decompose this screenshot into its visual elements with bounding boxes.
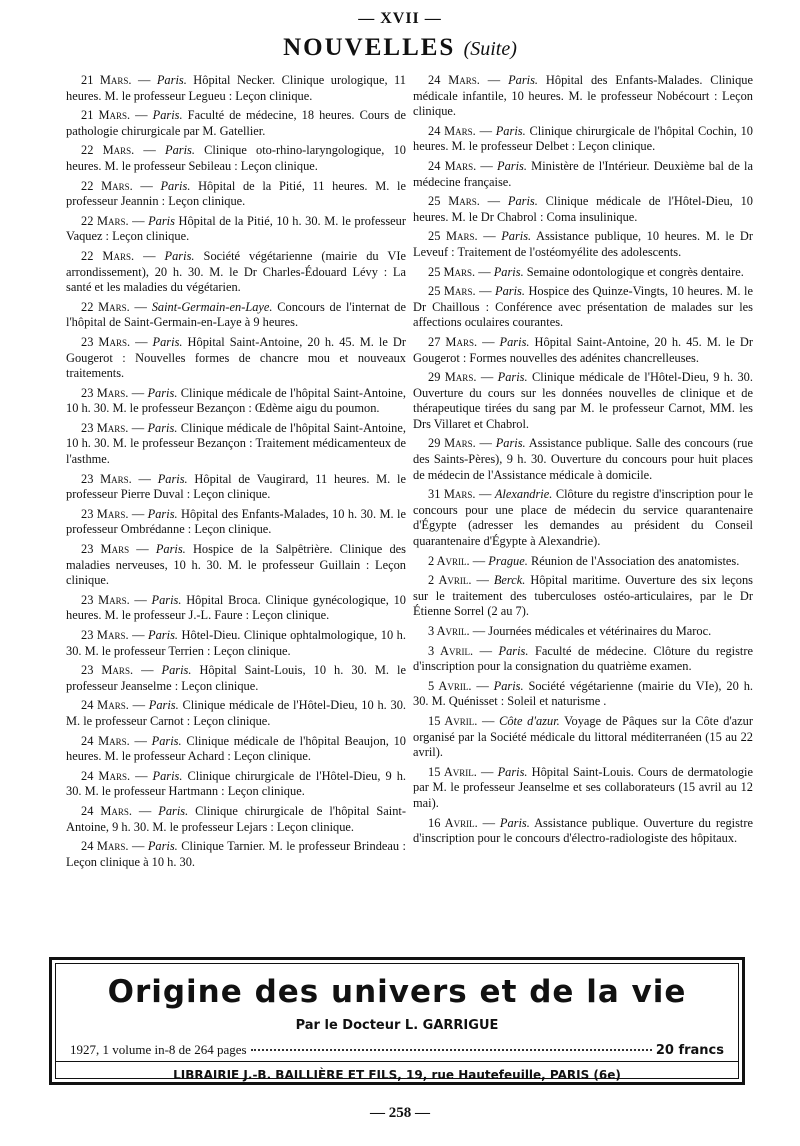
news-entry: 25 Mars. — Paris. Assistance publique, 10 heures. M. le Dr Leveuf : Traitement de l'ostéomyélite des adolescents. — [413, 229, 753, 259]
entry-text: Clinique chirurgicale de l'Hôtel-Dieu, 9 h. 30. M. le professeur Hartmann : Leçon clinique. — [66, 768, 406, 799]
entry-city: Paris. — [156, 73, 187, 87]
entry-date: 22 Mars. — [81, 213, 129, 228]
entry-date: 21 Mars. — [81, 108, 131, 123]
news-entry: 15 Avril. — Côte d'azur. Voyage de Pâques sur la Côte d'azur organisé par la Société médicale du littoral méditerranéen (15 au 22 avril). — [413, 713, 753, 760]
entry-text: Hôpital Broca. Clinique gynécologique, 10 heures. M. le professeur J.-L. Faure : Leçon clinique. — [66, 592, 406, 623]
entry-text: Clinique médicale de l'Hôtel-Dieu, 10 heures. M. le Dr Chabrol : Coma insulinique. — [413, 194, 753, 224]
ad-publisher: LIBRAIRIE J.-B. BAILLIÈRE ET FILS, 19, rue Hautefeuille, PARIS (6e) — [173, 1068, 621, 1082]
news-entry: 31 Mars. — Alexandrie. Clôture du registre d'inscription pour le concours pour une place de médecin du service quarantenaire d'Égypte (adresser les demandes au président du Conseil quarantenaire d'Égypte à Alexandrie). — [413, 487, 753, 549]
news-entry: 23 Mars — Paris. Hospice de la Salpêtrière. Clinique des maladies nerveuses, 10 h. 30. M. le professeur Guillain : Leçon clinique. — [66, 542, 406, 588]
entry-city: Paris. — [147, 506, 178, 521]
entry-date: 22 Mars. — [81, 299, 130, 314]
entry-text: Hôpital de la Pitié, 10 h. 30. M. le professeur Vaquez : Leçon clinique. — [66, 213, 406, 244]
news-entry: 24 Mars. — Paris. Clinique chirurgicale de l'Hôtel-Dieu, 9 h. 30. M. le professeur Hartmann : Leçon clinique. — [66, 768, 406, 799]
news-entry: 23 Mars. — Paris. Hôpital des Enfants-Malades, 10 h. 30. M. le professeur Ombrédanne : Leçon clinique. — [66, 506, 406, 537]
entry-text: Clinique médicale de l'hôpital Saint-Antoine, 10 h. 30. M. le professeur Bezançon : Traitement médicamenteux de l'asthme. — [66, 420, 406, 467]
entry-date: 29 Mars. — [428, 436, 476, 451]
entry-date: 3 Avril. — [428, 624, 470, 638]
section-title-text: NOUVELLES — [283, 34, 456, 61]
entry-date: 23 Mars. — [81, 471, 132, 486]
news-entry: 24 Mars. — Paris. Clinique médicale de l'hôpital Beaujon, 10 heures. M. le professeur Achard : Leçon clinique. — [66, 733, 406, 764]
entry-city: Berck. — [493, 573, 526, 588]
entry-text: Hôpital des Enfants-Malades, 10 h. 30. M. le professeur Ombrédanne : Leçon clinique. — [66, 506, 406, 537]
entry-city: Paris. — [151, 733, 182, 748]
entry-date: 31 Mars. — [428, 487, 476, 502]
news-entry: 24 Mars. — Paris. Clinique chirurgicale de l'hôpital Saint-Antoine, 9 h. 30. M. le professeur Lejars : Leçon clinique. — [66, 803, 406, 834]
entry-text: Clinique chirurgicale de l'hôpital Cochin, 10 heures. M. le professeur Delbet : Leçon clinique. — [413, 123, 753, 154]
entry-city: Paris. — [152, 108, 183, 123]
entry-date: 23 Mars. — [81, 334, 131, 349]
news-entry: 5 Avril. — Paris. Société végétarienne (mairie du VIe), 20 h. 30. M. Quénisset : Soleil et naturisme . — [413, 678, 753, 709]
entry-city: Paris. — [160, 178, 191, 193]
entry-date: 29 Mars. — [428, 370, 477, 385]
ad-details-line — [70, 1042, 724, 1058]
entry-city: Paris. — [152, 334, 183, 349]
entry-date: 25 Mars. — [428, 194, 480, 209]
entry-date: 23 Mars. — [81, 385, 129, 400]
entry-text: Hôpital Saint-Antoine, 20 h. 45. M. le Dr Gougerot : Formes nouvelles des adénites chancrelleuses. — [413, 334, 753, 365]
news-entry: 24 Mars. — Paris. Clinique chirurgicale de l'hôpital Cochin, 10 heures. M. le professeur Delbet : Leçon clinique. — [413, 123, 753, 154]
entry-text: Assistance publique, 10 heures. M. le Dr Leveuf : Traitement de l'ostéomyélite des adolescents. — [413, 229, 753, 259]
entry-date: 24 Mars. — [81, 698, 129, 713]
entry-city: Paris. — [147, 420, 178, 435]
entry-text: Hôtel-Dieu. Clinique ophtalmologique, 10 h. 30. M. le professeur Terrien : Leçon clinique. — [66, 628, 406, 658]
ad-author: Par le Docteur L. GARRIGUE — [295, 1018, 499, 1033]
entry-city: Paris. — [495, 284, 525, 299]
entry-date: 5 Avril. — [428, 678, 472, 693]
entry-city: Paris. — [498, 643, 529, 658]
entry-text: Journées médicales et vétérinaires du Maroc. — [488, 624, 712, 638]
entry-text: Hôpital Saint-Louis, 10 h. 30. M. le professeur Jeanselme : Leçon clinique. — [66, 663, 406, 693]
entry-date: 16 Avril. — [428, 815, 478, 830]
entry-date: 24 Mars. — [428, 73, 480, 87]
news-entry: 3 Avril. — Paris. Faculté de médecine. Clôture du registre d'inscription pour la consignation du quatrième examen. — [413, 643, 753, 674]
entry-date: 2 Avril. — [428, 573, 472, 588]
news-entry: 21 Mars. — Paris. Hôpital Necker. Clinique urologique, 11 heures. M. le professeur Legueu : Leçon clinique. — [66, 73, 406, 103]
ad-dot-leader — [251, 1049, 652, 1051]
entry-city: Paris. — [497, 764, 528, 779]
left-column — [66, 73, 406, 874]
entry-date: 25 Mars. — [428, 284, 476, 299]
entry-city: Côte d'azur. — [499, 713, 560, 728]
entry-date: 3 Avril. — [428, 643, 474, 658]
entry-city: Paris. — [161, 663, 192, 678]
entry-text: Hôpital de Vaugirard, 11 heures. M. le professeur Pierre Duval : Leçon clinique. — [66, 471, 406, 502]
news-entry: 25 Mars. — Paris. Hospice des Quinze-Vingts, 10 heures. M. le Dr Chaillous : Conférence avec présentation de malades sur les affections oculaires courantes. — [413, 284, 753, 330]
entry-date: 22 Mars. — [81, 178, 133, 193]
entry-city: Paris. — [497, 158, 527, 173]
news-entry: 23 Mars. — Paris. Clinique médicale de l'hôpital Saint-Antoine, 10 h. 30. M. le professeur Bezançon : Traitement médicamenteux de l'asthme. — [66, 420, 406, 467]
entry-text: Assistance publique. Salle des concours (rue des Saints-Pères), 9 h. 30. Ouverture du concours pour huit places de médecin de l'Assistance médicale à domicile. — [413, 436, 753, 482]
entry-date: 27 Mars. — [428, 334, 478, 349]
entry-date: 23 Mars — [81, 542, 130, 557]
news-entry: 24 Mars. — Paris. Clinique Tarnier. M. le professeur Brindeau : Leçon clinique à 10 h. 30. — [66, 839, 406, 869]
entry-text: Hôpital maritime. Ouverture des six leçons sur le traitement des tuberculoses ostéo-articulaires, par le Dr Étienne Sorrel (2 au 7). — [413, 573, 753, 619]
news-entry: 22 Mars. — Saint-Germain-en-Laye. Concours de l'internat de l'hôpital de Saint-Germain-en-Laye à 9 heures. — [66, 299, 406, 330]
entry-text: Hospice de la Salpêtrière. Clinique des maladies nerveuses, 10 h. 30. M. le professeur Guillain : Leçon clinique. — [66, 542, 406, 588]
news-entry: 23 Mars. — Paris. Hôpital de Vaugirard, 11 heures. M. le professeur Pierre Duval : Leçon clinique. — [66, 471, 406, 502]
entry-city: Paris. — [495, 123, 526, 138]
entry-date: 24 Mars. — [428, 123, 476, 138]
news-entry: 15 Avril. — Paris. Hôpital Saint-Louis. Cours de dermatologie par M. le professeur Jeanselme et ses collaborateurs (15 avril au 12 mai). — [413, 764, 753, 810]
entry-date: 25 Mars. — [428, 264, 476, 279]
entry-city: Alexandrie. — [494, 487, 553, 502]
news-entry: 22 Mars. — Paris. Société végétarienne (mairie du VIe arrondissement), 20 h. 30. M. le Dr Charles-Édouard Lévy : La santé et les maladies du végétarien. — [66, 248, 406, 295]
ad-details: 1927, 1 volume in-8 de 264 pages — [70, 1042, 247, 1057]
entry-text: Ministère de l'Intérieur. Deuxième bal de la médecine française. — [413, 158, 753, 189]
entry-date: 23 Mars. — [81, 628, 129, 642]
entry-text: Concours de l'internat de l'hôpital de Saint-Germain-en-Laye à 9 heures. — [66, 299, 406, 330]
entry-text: Réunion de l'Association des anatomistes. — [530, 553, 740, 568]
entry-date: 23 Mars. — [81, 592, 130, 607]
section-title-suffix: (Suite) — [463, 38, 517, 60]
entry-text: Clinique oto-rhino-laryngologique, 10 heures. M. le professeur Sebileau : Leçon clinique. — [66, 143, 406, 173]
entry-text: Clinique chirurgicale de l'hôpital Saint-Antoine, 9 h. 30. M. le professeur Lejars : Leçon clinique. — [66, 803, 406, 834]
news-entry: 24 Mars. — Paris. Hôpital des Enfants-Malades. Clinique médicale infantile, 10 heures. M. le professeur Nobécourt : Leçon clinique. — [413, 73, 753, 119]
entry-city: Paris. — [501, 229, 532, 244]
entry-date: 15 Avril. — [428, 713, 478, 728]
entry-text: Voyage de Pâques sur la Côte d'azur organisé par la Société médicale du littoral méditerranéen (15 au 22 avril). — [413, 713, 753, 760]
entry-text: Hospice des Quinze-Vingts, 10 heures. M. le Dr Chaillous : Conférence avec présentation de malades sur les affections oculaires courantes. — [413, 284, 753, 330]
news-entry: 24 Mars. — Paris. Ministère de l'Intérieur. Deuxième bal de la médecine française. — [413, 158, 753, 189]
entry-date: 24 Mars. — [81, 803, 132, 818]
news-entry: 23 Mars. — Paris. Clinique médicale de l'hôpital Saint-Antoine, 10 h. 30. M. le professeur Bezançon : Œdème aigu du poumon. — [66, 385, 406, 416]
right-column — [413, 73, 753, 851]
entry-date: 21 Mars. — [81, 73, 132, 87]
news-entry: 25 Mars. — Paris. Clinique médicale de l'Hôtel-Dieu, 10 heures. M. le Dr Chabrol : Coma insulinique. — [413, 194, 753, 224]
ad-price: 20 francs — [655, 1043, 724, 1058]
book-advertisement — [49, 957, 745, 1085]
entry-text: Clinique médicale de l'hôpital Saint-Antoine, 10 h. 30. M. le professeur Bezançon : Œdème aigu du poumon. — [66, 385, 406, 416]
entry-date: 22 Mars. — [81, 248, 135, 263]
entry-city: Paris. — [158, 803, 189, 818]
entry-city: Paris. — [147, 839, 178, 854]
entry-text: Clinique Tarnier. M. le professeur Brindeau : Leçon clinique à 10 h. 30. — [66, 839, 406, 869]
entry-date: 24 Mars. — [428, 158, 477, 173]
entry-city: Saint-Germain-en-Laye. — [151, 299, 273, 314]
roman-page-number: — XVII — — [358, 10, 442, 27]
entry-text: Société végétarienne (mairie du VIe arrondissement), 20 h. 30. M. le Dr Charles-Édouard Lévy : La santé et les maladies du végétarien. — [66, 248, 406, 295]
ad-divider — [56, 1061, 738, 1062]
entry-text: Clôture du registre d'inscription pour le concours pour une place de médecin du service quarantenaire d'Égypte (adresser les demandes au président du Conseil quarantenaire d'Égypte à Alexandrie). — [413, 487, 753, 549]
news-entry: 24 Mars. — Paris. Clinique médicale de l'Hôtel-Dieu, 10 h. 30. M. le professeur Carnot : Leçon clinique. — [66, 698, 407, 728]
news-entry: 22 Mars. — Paris Hôpital de la Pitié, 10 h. 30. M. le professeur Vaquez : Leçon clinique. — [66, 213, 406, 244]
entry-city: Paris. — [493, 678, 524, 693]
entry-text: Clinique médicale de l'Hôtel-Dieu, 9 h. 30. Ouverture du cours sur les données nouvelles de clinique et de thérapeutique tirées du sang par M. le professeur Carnot, MM. les Drs Villaret et Chabrol. — [413, 370, 753, 431]
news-entry: 23 Mars. — Paris. Hôtel-Dieu. Clinique ophtalmologique, 10 h. 30. M. le professeur Terrien : Leçon clinique. — [66, 628, 406, 658]
entry-city: Paris. — [493, 264, 524, 279]
entry-text: Hôpital Saint-Louis. Cours de dermatologie par M. le professeur Jeanselme et ses collaborateurs (15 avril au 12 mai). — [413, 764, 753, 810]
entry-city: Paris. — [495, 436, 526, 451]
entry-text: Hôpital Necker. Clinique urologique, 11 heures. M. le professeur Legueu : Leçon clinique. — [66, 73, 406, 103]
news-entry: 2 Avril. — Prague. Réunion de l'Association des anatomistes. — [428, 553, 740, 568]
entry-city: Paris. — [157, 471, 188, 486]
entry-city: Paris. — [152, 768, 183, 783]
entry-city: Paris. — [507, 194, 538, 209]
news-entry: 21 Mars. — Paris. Faculté de médecine, 18 heures. Cours de pathologie chirurgicale par M. Gatellier. — [66, 108, 406, 138]
entry-city: Paris. — [151, 592, 182, 607]
entry-date: 2 Avril. — [428, 553, 470, 568]
entry-date: 24 Mars. — [81, 733, 130, 748]
entry-text: Faculté de médecine. Clôture du registre d'inscription pour la consignation du quatrième examen. — [413, 643, 753, 674]
entry-text: Hôpital Saint-Antoine, 20 h. 45. M. le Dr Gougerot : Nouvelles formes de chancre mou et nouveaux traitements. — [66, 334, 406, 381]
news-entry: 16 Avril. — Paris. Assistance publique. Ouverture du registre d'inscription pour le concours d'électro-radiologiste des hôpitaux. — [413, 815, 753, 846]
entry-date: 24 Mars. — [81, 768, 131, 783]
entry-text: Faculté de médecine, 18 heures. Cours de pathologie chirurgicale par M. Gatellier. — [66, 108, 406, 138]
news-entry: 29 Mars. — Paris. Assistance publique. Salle des concours (rue des Saints-Pères), 9 h. 30. Ouverture du concours pour huit places de médecin de l'Assistance médicale à domicile. — [413, 436, 753, 482]
news-entry: 23 Mars. — Paris. Hôpital Broca. Clinique gynécologique, 10 heures. M. le professeur J.-L. Faure : Leçon clinique. — [66, 592, 406, 623]
entry-text: Clinique médicale de l'Hôtel-Dieu, 10 h. 30. M. le professeur Carnot : Leçon clinique. — [66, 698, 407, 728]
news-entry: 25 Mars. — Paris. Semaine odontologique et congrès dentaire. — [428, 264, 744, 279]
news-entry: 22 Mars. — Paris. Clinique oto-rhino-laryngologique, 10 heures. M. le professeur Sebileau : Leçon clinique. — [66, 143, 406, 173]
entry-date: 15 Avril. — [428, 764, 477, 779]
entry-city: Prague. — [488, 553, 528, 568]
entry-text: Hôpital de la Pitié, 11 heures. M. le professeur Jeannin : Leçon clinique. — [66, 178, 406, 209]
entry-city: Paris. — [147, 385, 178, 400]
entry-date: 23 Mars. — [81, 663, 134, 678]
entry-date: 23 Mars. — [81, 506, 129, 521]
entry-city: Paris. — [148, 628, 178, 642]
news-entry: 2 Avril. — Berck. Hôpital maritime. Ouverture des six leçons sur le traitement des tuberculoses ostéo-articulaires, par le Dr Étienne Sorrel (2 au 7). — [413, 573, 753, 619]
entry-date: 24 Mars. — [81, 839, 129, 854]
entry-text: Assistance publique. Ouverture du registre d'inscription pour le concours d'électro-radiologiste des hôpitaux. — [413, 815, 753, 846]
entry-city: Paris. — [165, 143, 195, 158]
news-entry: 3 Avril. — Journées médicales et vétérinaires du Maroc. — [428, 624, 712, 638]
entry-city: Paris. — [497, 370, 528, 385]
section-title — [0, 34, 800, 62]
entry-date: 23 Mars. — [81, 420, 129, 435]
entry-city: Paris. — [508, 73, 539, 87]
news-entry: 23 Mars. — Paris. Hôpital Saint-Louis, 10 h. 30. M. le professeur Jeanselme : Leçon clinique. — [66, 663, 406, 693]
entry-text: Semaine odontologique et congrès dentaire. — [526, 264, 744, 279]
news-entry: 22 Mars. — Paris. Hôpital de la Pitié, 11 heures. M. le professeur Jeannin : Leçon clinique. — [66, 178, 406, 209]
entry-text: Société végétarienne (mairie du VIe), 20 h. 30. M. Quénisset : Soleil et naturisme . — [413, 678, 753, 709]
entry-city: Paris. — [148, 698, 179, 713]
advertisement-inner-frame — [55, 963, 739, 1082]
entry-date: 22 Mars. — [81, 143, 135, 158]
entry-city: Paris. — [164, 248, 195, 263]
news-entry: 23 Mars. — Paris. Hôpital Saint-Antoine, 20 h. 45. M. le Dr Gougerot : Nouvelles formes de chancre mou et nouveaux traitements. — [66, 334, 406, 381]
news-entry: 27 Mars. — Paris. Hôpital Saint-Antoine, 20 h. 45. M. le Dr Gougerot : Formes nouvelles des adénites chancrelleuses. — [413, 334, 753, 365]
entry-city: Paris. — [499, 815, 530, 830]
entry-city: Paris. — [499, 334, 530, 349]
news-entry: 29 Mars. — Paris. Clinique médicale de l'Hôtel-Dieu, 9 h. 30. Ouverture du cours sur les données nouvelles de clinique et de thérapeutique tirées du sang par M. le professeur Carnot, MM. les Drs Villaret et Chabrol. — [413, 370, 753, 431]
entry-date: 25 Mars. — [428, 229, 478, 244]
ad-book-title: Origine des univers et de la vie — [107, 974, 687, 1010]
entry-city: Paris — [148, 213, 175, 228]
entry-text: Clinique médicale de l'hôpital Beaujon, 10 heures. M. le professeur Achard : Leçon clinique. — [66, 733, 406, 764]
page-number: — 258 — — [370, 1105, 430, 1121]
entry-city: Paris. — [155, 542, 186, 557]
entry-text: Hôpital des Enfants-Malades. Clinique médicale infantile, 10 heures. M. le professeur Nobécourt : Leçon clinique. — [413, 73, 753, 119]
